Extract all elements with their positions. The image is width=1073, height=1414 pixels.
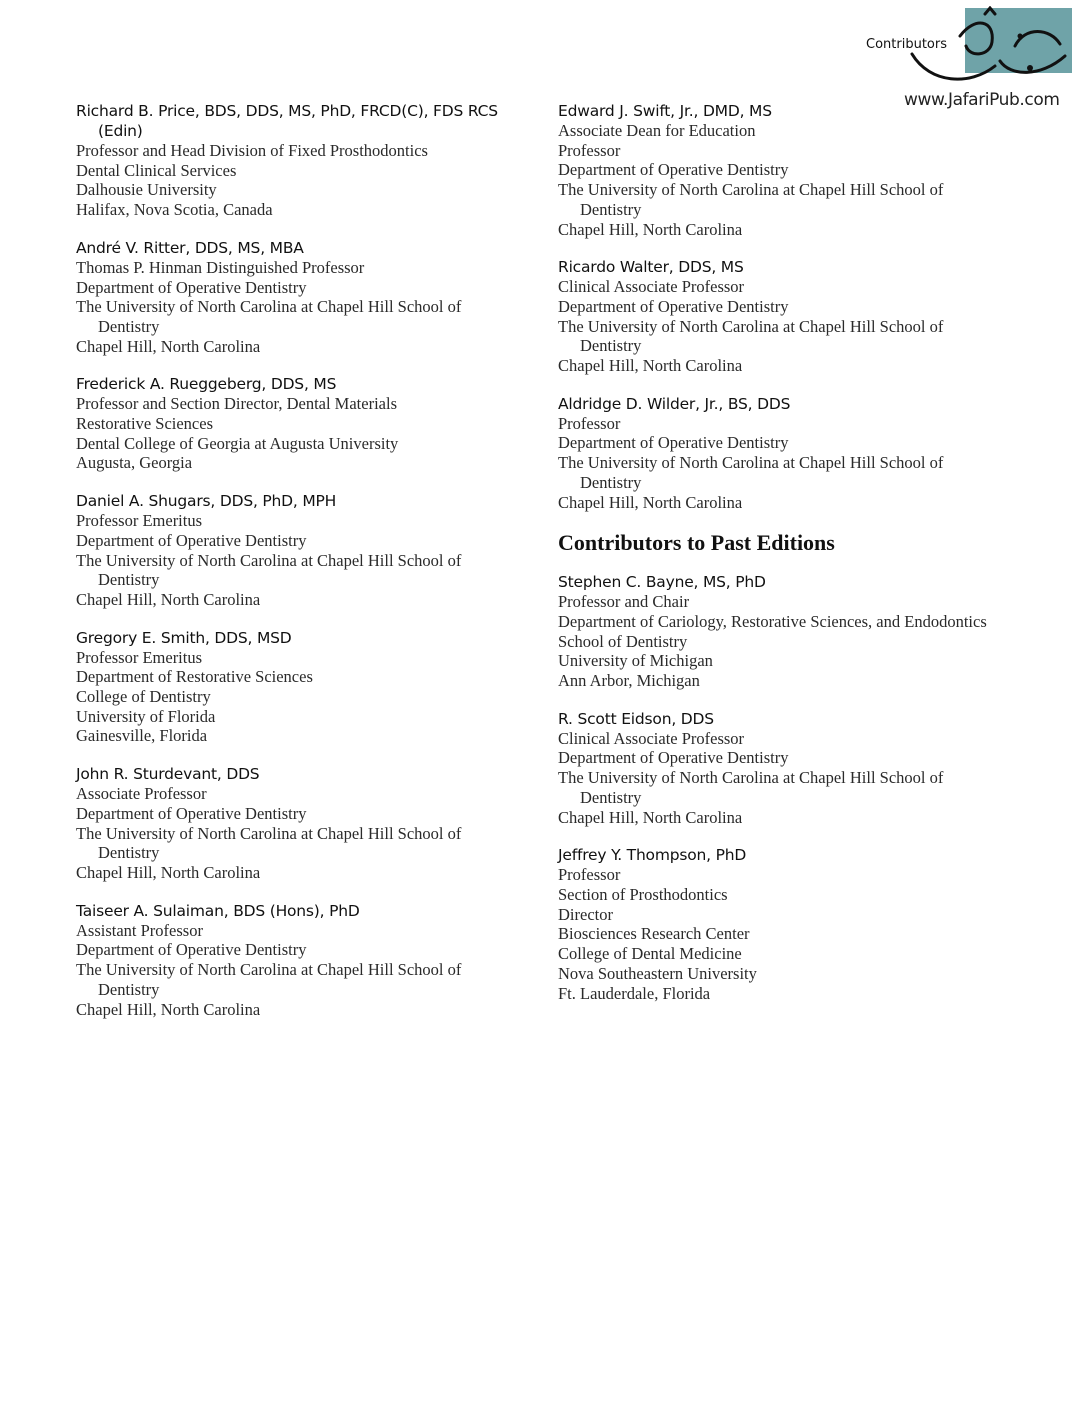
contributor-entry bbox=[76, 901, 516, 1020]
affiliation-line: University of Florida bbox=[76, 706, 216, 726]
affiliation-line: Chapel Hill, North Carolina bbox=[558, 492, 743, 512]
contributor-name: Daniel A. Shugars, DDS, PhD, MPH bbox=[76, 492, 337, 511]
affiliation-line: Department of Operative Dentistry bbox=[558, 748, 789, 768]
contributor-entry bbox=[76, 238, 516, 357]
affiliation-line: Nova Southeastern University bbox=[558, 963, 757, 983]
affiliation-line: Clinical Associate Professor bbox=[558, 728, 745, 748]
contributor-name: Ricardo Walter, DDS, MS bbox=[558, 258, 744, 277]
contributor-entry bbox=[558, 709, 998, 828]
affiliation-line: Assistant Professor bbox=[76, 920, 203, 940]
affiliation-line: Professor Emeritus bbox=[76, 647, 203, 667]
affiliation-line: Associate Professor bbox=[76, 784, 207, 804]
watermark-calligraphy-logo bbox=[900, 6, 1073, 88]
affiliation-line: Chapel Hill, North Carolina bbox=[558, 356, 743, 376]
contributor-name: Richard B. Price, BDS, DDS, MS, PhD, FRCD(C), FDS RCS (Edin) bbox=[76, 102, 498, 140]
affiliation-line: Director bbox=[558, 904, 613, 924]
affiliation-line: Dental Clinical Services bbox=[76, 160, 237, 180]
affiliation-line: Department of Operative Dentistry bbox=[558, 433, 789, 453]
affiliation-line: Chapel Hill, North Carolina bbox=[76, 862, 261, 882]
contributor-name: Frederick A. Rueggeberg, DDS, MS bbox=[76, 375, 337, 394]
affiliation-line: Augusta, Georgia bbox=[76, 453, 193, 473]
affiliation-line: Thomas P. Hinman Distinguished Professor bbox=[76, 257, 365, 277]
affiliation-line: Department of Operative Dentistry bbox=[76, 530, 307, 550]
contributor-name: R. Scott Eidson, DDS bbox=[558, 709, 714, 728]
affiliation-line: School of Dentistry bbox=[558, 631, 688, 651]
affiliation-line: Associate Dean for Education bbox=[558, 121, 756, 140]
contributor-entry bbox=[76, 491, 516, 610]
affiliation-line: The University of North Carolina at Chapel Hill School of Dentistry bbox=[76, 823, 462, 863]
affiliation-line: Ft. Lauderdale, Florida bbox=[558, 983, 711, 1003]
contributor-name: Aldridge D. Wilder, Jr., BS, DDS bbox=[558, 394, 791, 413]
affiliation-line: Professor bbox=[558, 140, 621, 160]
affiliation-line: Gainesville, Florida bbox=[76, 726, 208, 746]
contributor-name: Gregory E. Smith, DDS, MSD bbox=[76, 628, 292, 647]
affiliation-line: Professor bbox=[558, 865, 621, 885]
contributor-entry bbox=[558, 572, 998, 691]
contributor-name: André V. Ritter, DDS, MS, MBA bbox=[76, 238, 304, 257]
affiliation-line: Department of Operative Dentistry bbox=[558, 160, 789, 180]
contributor-name: Taiseer A. Sulaiman, BDS (Hons), PhD bbox=[76, 901, 360, 920]
affiliation-line: College of Dental Medicine bbox=[558, 944, 742, 964]
left-column bbox=[76, 101, 516, 1037]
affiliation-line: Department of Operative Dentistry bbox=[76, 277, 307, 297]
affiliation-line: Section of Prosthodontics bbox=[558, 884, 728, 904]
affiliation-line: Restorative Sciences bbox=[76, 414, 213, 434]
affiliation-line: The University of North Carolina at Chapel Hill School of Dentistry bbox=[76, 297, 462, 336]
running-head: Contributors bbox=[866, 37, 947, 52]
contributor-name: Jeffrey Y. Thompson, PhD bbox=[558, 846, 747, 865]
affiliation-line: Chapel Hill, North Carolina bbox=[558, 219, 743, 239]
affiliation-line: Ann Arbor, Michigan bbox=[558, 671, 700, 691]
affiliation-line: Professor Emeritus bbox=[76, 511, 203, 531]
affiliation-line: Department of Operative Dentistry bbox=[558, 296, 789, 316]
affiliation-line: The University of North Carolina at Chapel Hill School of Dentistry bbox=[558, 316, 944, 356]
affiliation-line: Chapel Hill, North Carolina bbox=[76, 336, 261, 356]
affiliation-line: Professor and Chair bbox=[558, 592, 690, 612]
affiliation-line: Professor bbox=[558, 413, 621, 433]
affiliation-line: The University of North Carolina at Chapel Hill School of Dentistry bbox=[558, 768, 944, 807]
contributor-entry bbox=[558, 394, 998, 513]
affiliation-line: The University of North Carolina at Chapel Hill School of Dentistry bbox=[558, 453, 944, 492]
affiliation-line: Chapel Hill, North Carolina bbox=[558, 807, 743, 827]
affiliation-line: Clinical Associate Professor bbox=[558, 277, 745, 297]
contributor-entry bbox=[76, 628, 516, 747]
contributor-entry bbox=[76, 764, 516, 883]
affiliation-line: The University of North Carolina at Chapel Hill School of Dentistry bbox=[76, 550, 462, 590]
affiliation-line: Halifax, Nova Scotia, Canada bbox=[76, 200, 273, 220]
contributor-entry bbox=[558, 845, 998, 1003]
affiliation-line: University of Michigan bbox=[558, 651, 713, 671]
contributor-name: John R. Sturdevant, DDS bbox=[76, 765, 260, 784]
contributor-entry bbox=[76, 101, 516, 220]
affiliation-line: Professor and Head Division of Fixed Prosthodontics bbox=[76, 141, 428, 160]
contributor-name: Stephen C. Bayne, MS, PhD bbox=[558, 573, 766, 592]
section-heading: Contributors to Past Editions bbox=[558, 530, 835, 556]
affiliation-line: Dalhousie University bbox=[76, 180, 217, 200]
watermark-url: www.JafariPub.com bbox=[904, 90, 1060, 110]
contributor-entry bbox=[76, 374, 516, 473]
affiliation-line: Department of Operative Dentistry bbox=[76, 803, 307, 823]
affiliation-line: Chapel Hill, North Carolina bbox=[76, 589, 261, 609]
right-column bbox=[558, 101, 998, 1021]
affiliation-line: Chapel Hill, North Carolina bbox=[76, 999, 261, 1019]
affiliation-line: The University of North Carolina at Chapel Hill School of Dentistry bbox=[76, 960, 462, 999]
affiliation-line: Professor and Section Director, Dental Materials bbox=[76, 394, 397, 414]
affiliation-line: Department of Operative Dentistry bbox=[76, 940, 307, 960]
contributor-entry bbox=[558, 257, 998, 376]
affiliation-line: Department of Cariology, Restorative Sciences, and Endodontics bbox=[558, 611, 987, 631]
affiliation-line: College of Dentistry bbox=[76, 687, 211, 707]
affiliation-line: Department of Restorative Sciences bbox=[76, 667, 313, 687]
affiliation-line: Biosciences Research Center bbox=[558, 924, 750, 944]
affiliation-line: The University of North Carolina at Chapel Hill School of Dentistry bbox=[558, 180, 944, 219]
contributor-entry bbox=[558, 101, 998, 239]
contributor-name: Edward J. Swift, Jr., DMD, MS bbox=[558, 102, 772, 120]
affiliation-line: Dental College of Georgia at Augusta University bbox=[76, 433, 399, 453]
